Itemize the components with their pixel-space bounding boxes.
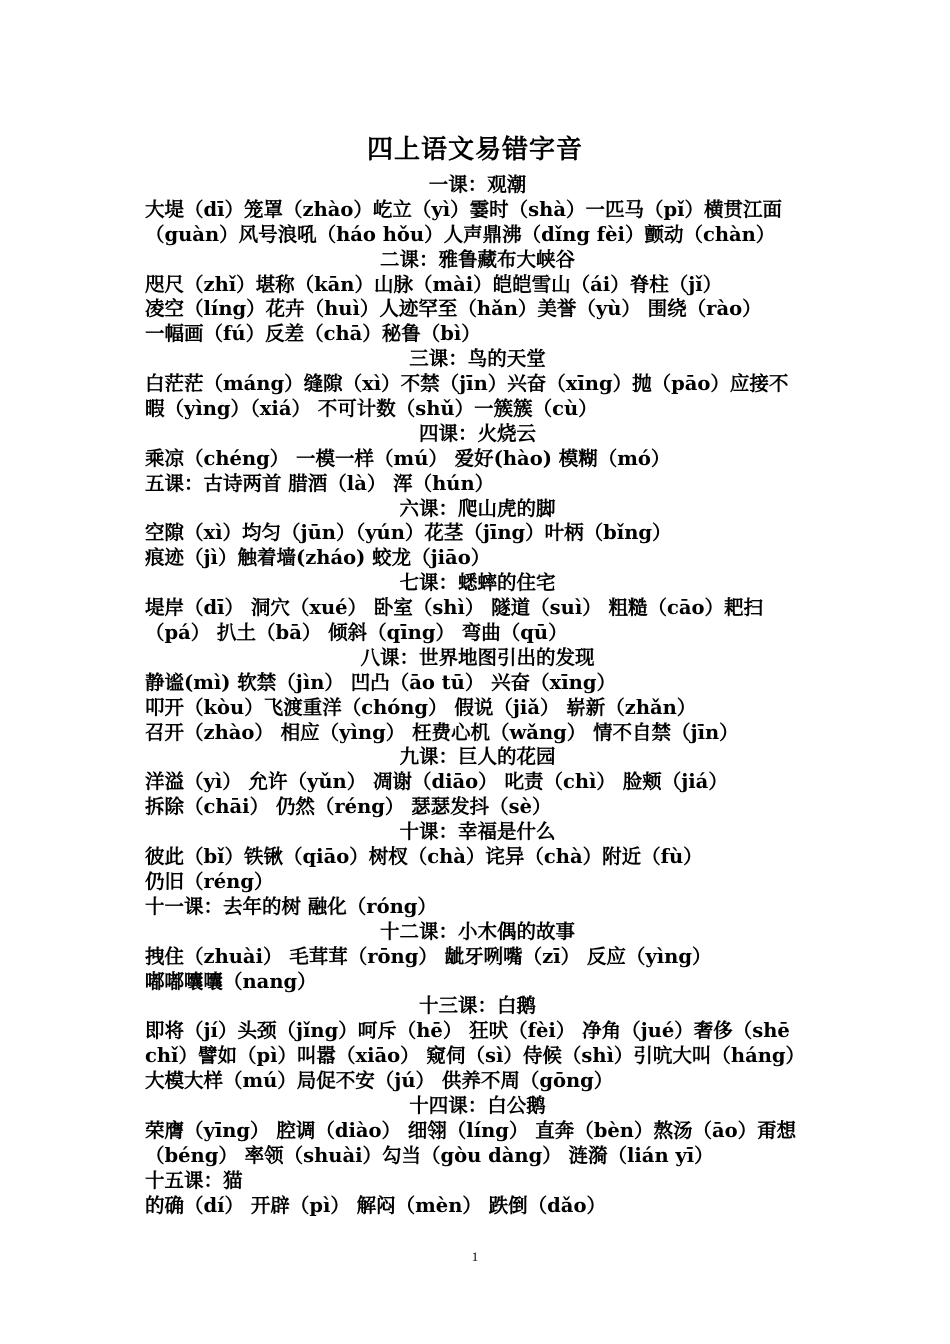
text-line: （pá） 扒土（bā） 倾斜（qīng） 弯曲（qū） [145, 621, 568, 645]
text-line: 痕迹（jì）触着墙(zháo) 蛟龙（jiāo） [145, 546, 491, 570]
text-line: 大堤（dī）笼罩（zhào）屹立（yì）霎时（shà）一匹马（pǐ）横贯江面 [145, 197, 783, 221]
text-line: 凌空（líng）花卉（huì）人迹罕至（hǎn）美誉（yù） 围绕（rào） [145, 297, 762, 321]
text-line: 堤岸（dī） 洞穴（xué） 卧室（shì） 隧道（suì） 粗糙（cāo）耙扫 [145, 596, 764, 620]
page-title: 四上语文易错字音 [366, 135, 583, 165]
lesson-heading: 二课：雅鲁藏布大峡谷 [379, 247, 575, 271]
text-line: 嘟嘟囔囔（nang） [145, 969, 317, 993]
text-line: 彼此（bǐ）铁锹（qiāo）树杈（chà）诧异（chà）附近（fù） [145, 845, 703, 869]
lesson-heading: 六课：爬山虎的脚 [399, 496, 556, 520]
text-line: 五课：古诗两首 腊酒（là） 浑（hún） [145, 471, 495, 495]
lesson-heading: 十三课：白鹅 [418, 994, 536, 1018]
text-line: （béng） 率领（shuài）勾当（gòu dàng） 涟漪（lián yī） [145, 1143, 714, 1167]
text-line: 静谧(mì) 软禁（jìn） 凹凸（āo tū） 兴奋（xīng） [145, 670, 616, 694]
text-line: 即将（jí）头颈（jǐng）呵斥（hē） 狂吠（fèi） 净角（jué）奢侈（shē [145, 1019, 790, 1043]
lesson-heading: 十课：幸福是什么 [399, 820, 556, 844]
content-body [145, 173, 810, 1218]
text-line: 大模大样（mú）局促不安（jú） 供养不周（gōng） [145, 1069, 614, 1093]
text-line: 白茫茫（máng）缝隙（xì）不禁（jīn）兴奋（xīng）抛（pāo）应接不 [145, 372, 789, 396]
lesson-heading: 九课：巨人的花园 [399, 745, 556, 769]
page-number: 1 [471, 1249, 479, 1264]
text-line: chǐ）譬如（pì）叫嚣（xiāo） 窥伺（sì）侍候（shì）引吭大叫（háng） [145, 1044, 806, 1068]
text-line: 乘凉（chéng） 一模一样（mú） 爱好(hào) 模糊（mó） [145, 446, 671, 470]
lesson-heading: 八课：世界地图引出的发现 [360, 645, 595, 669]
text-line: 召开（zhào） 相应（yìng） 枉费心机（wǎng） 情不自禁（jīn） [145, 720, 739, 744]
text-line: 十五课：猫 [145, 1168, 243, 1192]
text-line: 叩开（kòu）飞渡重洋（chóng） 假说（jiǎ） 崭新（zhǎn） [145, 695, 697, 719]
text-line: 一幅画（fú）反差（chā）秘鲁（bì） [145, 322, 481, 346]
text-line: 荣膺（yīng） 腔调（diào） 细翎（líng） 直奔（bèn）熬汤（āo）甭想 [145, 1118, 797, 1142]
lesson-heading: 三课：鸟的天堂 [409, 347, 546, 371]
lesson-heading: 七课：蟋蟀的住宅 [399, 571, 556, 595]
text-line: 洋溢（yì） 允许（yǔn） 凋谢（diāo） 叱责（chì） 脸颊（jiá） [145, 770, 728, 794]
text-line: （guàn）风号浪吼（háo hǒu）人声鼎沸（dǐng fèi）颤动（chàn） [145, 222, 776, 246]
lesson-heading: 一课：观潮 [428, 173, 527, 196]
lesson-heading: 十四课：白公鹅 [409, 1093, 546, 1117]
lesson-heading: 四课：火烧云 [418, 421, 536, 445]
lesson-heading: 十二课：小木偶的故事 [379, 919, 575, 943]
text-line: 拽住（zhuài） 毛茸茸（rōng） 龇牙咧嘴（zī） 反应（yìng） [145, 944, 712, 968]
text-line: 暇（yìng）（xiá） 不可计数（shǔ）一簇簇（cù） [145, 397, 598, 421]
text-line: 的确（dí） 开辟（pì） 解闷（mèn） 跌倒（dǎo） [145, 1193, 606, 1217]
text-line: 空隙（xì）均匀（jūn）（yún）花茎（jīng）叶柄（bǐng） [145, 521, 672, 545]
text-line: 仍旧（réng） [145, 869, 274, 893]
text-line: 十一课：去年的树 融化（róng） [145, 894, 437, 918]
text-line: 咫尺（zhǐ）堪称（kān）山脉（mài）皑皑雪山（ái）脊柱（jǐ） [145, 272, 723, 296]
text-line: 拆除（chāi） 仍然（réng） 瑟瑟发抖（sè） [145, 795, 552, 819]
